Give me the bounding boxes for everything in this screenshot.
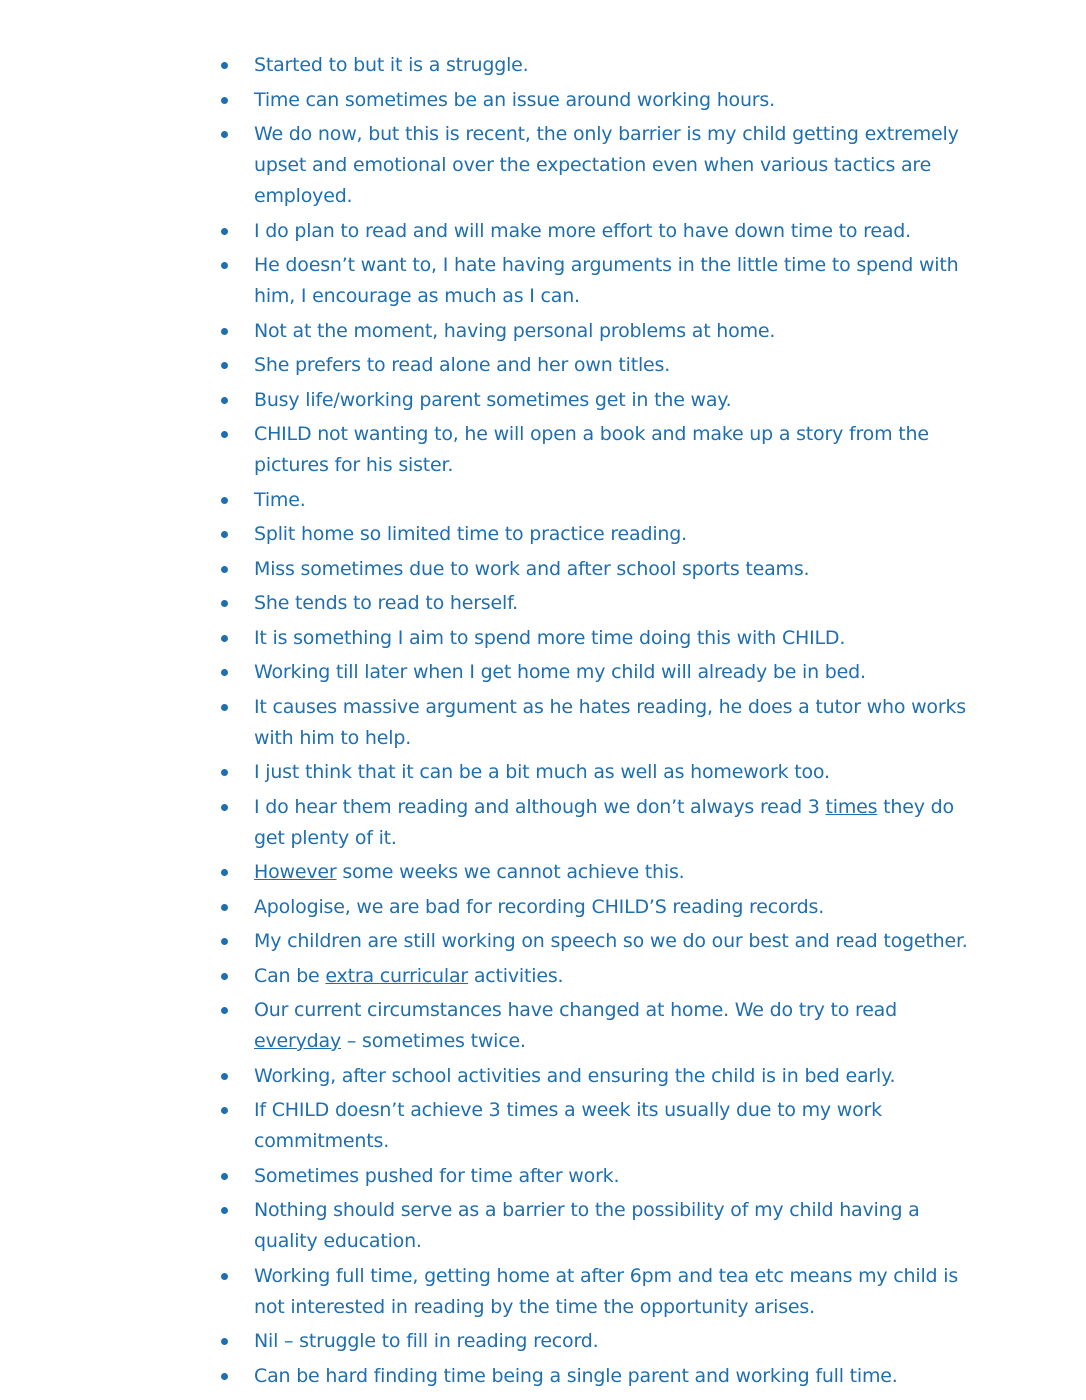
item-text: Split home so limited time to practice reading.	[254, 523, 687, 545]
item-text: We do now, but this is recent, the only barrier is my child getting extremely upset and emotional over the expectation even when various tactics are employed.	[254, 123, 959, 207]
list-item	[216, 857, 986, 888]
bullet-icon	[221, 1273, 228, 1280]
list-item	[216, 792, 986, 854]
bullet-icon	[221, 97, 228, 104]
bullet-icon	[221, 1007, 228, 1014]
item-text: Time.	[254, 488, 306, 511]
list-item	[216, 1361, 986, 1392]
list-item	[216, 995, 986, 1057]
item-text: He doesn’t want to, I hate having arguments in the little time to spend with him, I encourage as much as I can.	[254, 254, 959, 307]
item-text: I do hear them reading and although we don’t always read 3	[254, 795, 826, 818]
bullet-icon	[221, 600, 228, 607]
list-item	[216, 961, 986, 992]
bullet-icon	[221, 1373, 228, 1380]
list-item	[216, 1095, 986, 1157]
item-text: Not at the moment, having personal problems at home.	[254, 319, 776, 342]
underlined-text: However	[254, 861, 337, 883]
item-text: Working till later when I get home my child will already be in bed.	[254, 661, 866, 683]
item-text: they do get plenty of it.	[254, 795, 954, 849]
item-text: Nil – struggle to fill in reading record.	[254, 1330, 599, 1352]
list-item	[216, 892, 986, 923]
list-item	[216, 588, 986, 619]
list-item	[216, 119, 986, 212]
item-text: Started to but it is a struggle.	[254, 54, 529, 76]
item-text: If CHILD doesn’t achieve 3 times a week its usually due to my work commitments.	[254, 1099, 882, 1152]
bullet-icon	[221, 262, 228, 269]
list-item	[216, 1261, 986, 1323]
list-item	[216, 519, 986, 550]
list-item	[216, 757, 986, 788]
response-list	[216, 50, 986, 1395]
item-text: Our current circumstances have changed at home. We do try to read	[254, 999, 897, 1021]
list-item	[216, 216, 986, 247]
bullet-icon	[221, 804, 228, 811]
underlined-text: everyday	[254, 1030, 342, 1052]
bullet-icon	[221, 1073, 228, 1080]
underlined-text: times	[825, 795, 878, 818]
bullet-icon	[221, 228, 228, 235]
item-text: Working, after school activities and ensuring the child is in bed early.	[254, 1064, 896, 1087]
bullet-icon	[221, 1107, 228, 1114]
item-text: My children are still working on speech so we do our best and read together.	[254, 930, 968, 952]
list-item	[216, 1061, 986, 1092]
item-text: Can be hard finding time being a single parent and working full time.	[254, 1364, 898, 1387]
item-text: I just think that it can be a bit much as well as homework too.	[254, 761, 830, 783]
list-item	[216, 419, 986, 481]
bullet-icon	[221, 635, 228, 642]
list-item	[216, 1195, 986, 1257]
item-text: Busy life/working parent sometimes get in the way.	[254, 388, 732, 411]
bullet-icon	[221, 531, 228, 538]
item-text: Miss sometimes due to work and after school sports teams.	[254, 557, 810, 580]
bullet-icon	[221, 769, 228, 776]
item-text: CHILD not wanting to, he will open a book and make up a story from the pictures for his sister.	[254, 423, 929, 476]
item-text: I do plan to read and will make more effort to have down time to read.	[254, 219, 912, 242]
list-item	[216, 385, 986, 416]
bullet-icon	[221, 1207, 228, 1214]
item-text: – sometimes twice.	[341, 1030, 526, 1052]
bullet-icon	[221, 328, 228, 335]
list-item	[216, 1161, 986, 1192]
item-text: It causes massive argument as he hates reading, he does a tutor who works with him to help.	[254, 695, 966, 749]
item-text: Can be	[254, 964, 326, 987]
list-item	[216, 250, 986, 312]
bullet-icon	[221, 62, 228, 69]
bullet-icon	[221, 869, 228, 876]
bullet-icon	[221, 497, 228, 504]
bullet-icon	[221, 904, 228, 911]
list-item	[216, 926, 986, 957]
bullet-icon	[221, 1173, 228, 1180]
bullet-icon	[221, 431, 228, 438]
list-item	[216, 1326, 986, 1357]
bullet-icon	[221, 704, 228, 711]
list-item	[216, 485, 986, 516]
item-text: activities.	[468, 964, 564, 987]
bullet-icon	[221, 362, 228, 369]
item-text: She prefers to read alone and her own titles.	[254, 354, 671, 376]
bullet-icon	[221, 566, 228, 573]
bullet-icon	[221, 669, 228, 676]
list-item	[216, 85, 986, 116]
bullet-icon	[221, 973, 228, 980]
item-text: Time can sometimes be an issue around working hours.	[254, 88, 775, 111]
item-text: Apologise, we are bad for recording CHILD’S reading records.	[254, 895, 825, 918]
item-text: Sometimes pushed for time after work.	[254, 1164, 620, 1187]
list-item	[216, 50, 986, 81]
bullet-icon	[221, 131, 228, 138]
list-item	[216, 692, 986, 754]
list-item	[216, 623, 986, 654]
list-item	[216, 657, 986, 688]
list-item	[216, 350, 986, 381]
list-item	[216, 316, 986, 347]
bullet-icon	[221, 1338, 228, 1345]
item-text: She tends to read to herself.	[254, 592, 519, 614]
item-text: Nothing should serve as a barrier to the possibility of my child having a quality education.	[254, 1199, 920, 1252]
item-text: It is something I aim to spend more time doing this with CHILD.	[254, 626, 846, 649]
underlined-text: extra curricular	[325, 964, 469, 987]
list-item	[216, 554, 986, 585]
bullet-icon	[221, 397, 228, 404]
item-text: Working full time, getting home at after 6pm and tea etc means my child is not interested in reading by the time the opportunity arises.	[254, 1264, 959, 1318]
bullet-icon	[221, 938, 228, 945]
item-text: some weeks we cannot achieve this.	[336, 861, 685, 883]
